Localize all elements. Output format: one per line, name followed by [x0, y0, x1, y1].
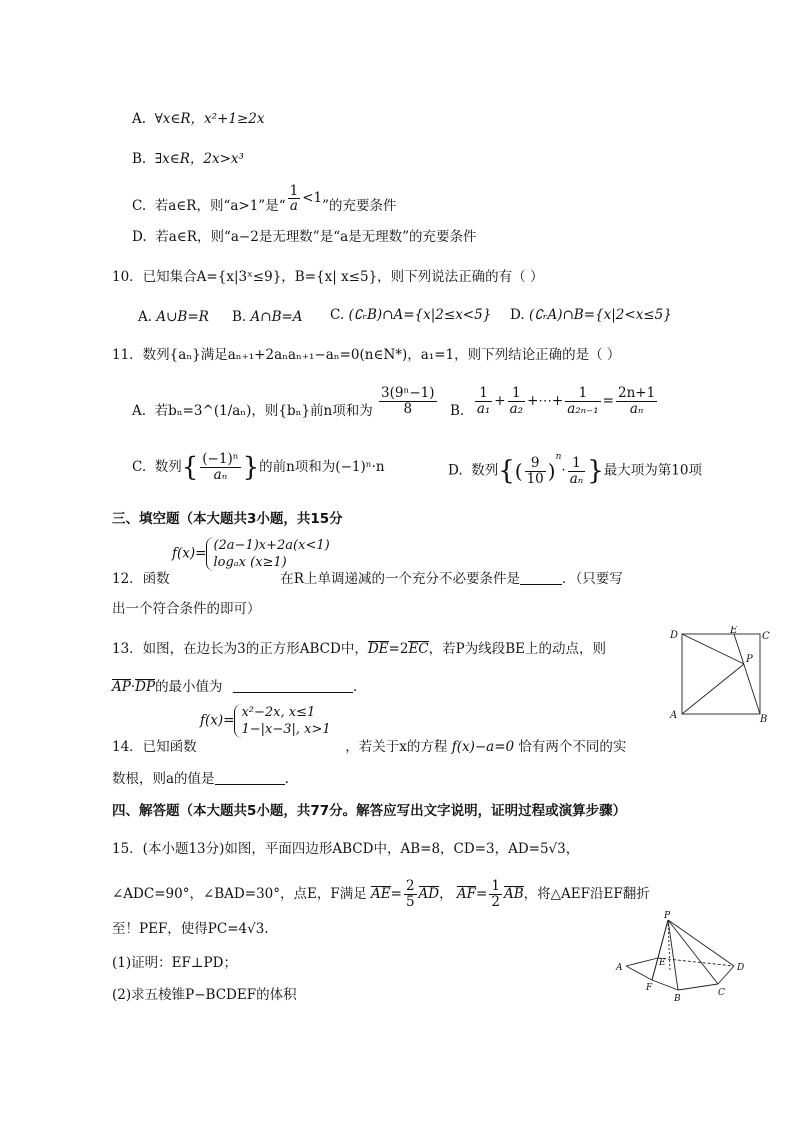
q11-option-b: B. $\frac{1}{\text{a₁}}$ + $\frac{1}{\text{a₂}}$ +⋯+ $\frac{1}{\text{a₂ₙ₋₁}}$ = $\frac{2n+1}{\text{aₙ}}$ [450, 385, 656, 419]
q13-line2: AP·DP的最小值为 . [112, 679, 358, 695]
q9-c-fraction: $\frac{1}{a}$ [289, 183, 299, 214]
q10-stem: 10．已知集合A={x|3ˣ≤9}，B={x| x≤5}，则下列说法正确的有（ ） [112, 269, 544, 285]
segment-bc [678, 984, 718, 990]
q10-option-d: D. (∁ᵣA)∩B={x|2<x≤5} [510, 307, 672, 323]
segment-pd [668, 920, 734, 966]
q11-option-c: C. 数列{ $\frac{\text{(−1)ⁿ}}{\text{aₙ}}$ }的前n项和为(−1)ⁿ·n [132, 451, 385, 483]
q14-answer-blank[interactable] [215, 770, 285, 785]
q12-function-def: f(x)= (2a−1)x+2a(x<1) logₐx (x≥1) [172, 538, 330, 570]
label-b: B [674, 994, 681, 1004]
segment-ap [682, 664, 744, 714]
label-d: D [737, 963, 745, 973]
q12-text: 12．函数 在R上单调递减的一个充分不必要条件是 ．（只要写 [112, 571, 623, 587]
q15-line2: ∠ADC=90°，∠BAD=30°，点E，F满足 AE= $\frac{2}{5}$ AD， AF= $\frac{1}{2}$ AB，将△AEF沿EF翻折 [112, 878, 650, 910]
segment-af [626, 966, 652, 980]
label-p: P [664, 911, 671, 921]
q14-function-def: f(x)= x²−2x, x≤1 1−|x−3|, x>1 [200, 705, 331, 737]
q11-option-a: A. 若bₙ=3^(1/aₙ)，则{bₙ}前n项和为 $\frac{\text{3(9ⁿ−1)}}{8}$ [132, 385, 435, 419]
q11-a-fraction: $\frac{\text{3(9ⁿ−1)}}{8}$ [381, 385, 435, 417]
label-b: B [760, 714, 768, 725]
label-f: F [646, 983, 653, 993]
q13-answer-blank[interactable] [233, 678, 353, 693]
q15-figure [612, 910, 762, 1006]
segment-fb [652, 980, 678, 990]
label-c: C [762, 631, 770, 642]
square-abcd [682, 634, 760, 714]
segment-pf [652, 920, 668, 980]
q15-line1: 15．(本小题13分)如图，平面四边形ABCD中，AB=8，CD=3，AD=5√3， [112, 841, 580, 857]
label-p: P [746, 654, 753, 665]
label-a: A [670, 710, 678, 721]
q10-option-b: B. A∩B=A [232, 309, 303, 325]
q9-option-a: A. ∀x∈R，x²+1≥2x [132, 111, 265, 127]
q9-option-c: C. 若a∈R，则“a>1”是“ $\frac{1}{a}$ <1”的充要条件 [132, 183, 397, 214]
q9-option-b: B. ∃x∈R，2x>x³ [132, 151, 244, 167]
q15-line3: 至！PEF，使得PC=4√3. [112, 921, 269, 937]
q11-option-d: D. 数列{( $\frac{9}{10}$ )$^n$· $\frac{1}{\text{aₙ}}$ }最大项为第10项 [448, 452, 702, 487]
q14-text-line2: 数根，则a的值是 . [112, 771, 289, 787]
q9-option-d: D. 若a∈R，则“a−2是无理数”是“a是无理数”的充要条件 [132, 229, 477, 245]
segment-ae [626, 958, 658, 966]
q13-figure [668, 626, 778, 726]
q10-option-c: C. (∁ᵣB)∩A={x|2≤x<5} [330, 307, 492, 323]
section-4-title: 四、解答题（本大题共5小题，共77分。解答应写出文字说明，证明过程或演算步骤） [112, 803, 627, 819]
q13-line1: 13．如图，在边长为3的正方形ABCD中，DE=2EC，若P为线段BE上的动点，则 [112, 641, 606, 657]
q12-answer-blank[interactable] [520, 570, 562, 585]
q14-text: 14．已知函数 ，若关于x的方程 f(x)−a=0 恰有两个不同的实 [112, 739, 627, 755]
q10-option-a: A. A∪B=R [138, 309, 209, 325]
q15-part2: (2)求五棱锥P−BCDEF的体积 [112, 987, 297, 1003]
q11-stem: 11．数列{aₙ}满足aₙ₊₁+2aₙaₙ₊₁−aₙ=0(n∈N*)，a₁=1，则下列结论正确的是（ ） [112, 347, 621, 363]
q12-text-line2: 出一个符合条件的即可） [112, 601, 261, 617]
section-3-title: 三、填空题（本大题共3小题，共15分 [112, 511, 343, 527]
segment-dp [682, 634, 744, 664]
q15-part1: (1)证明：EF⊥PD； [112, 955, 237, 971]
segment-be [734, 634, 760, 714]
segment-cd [718, 966, 734, 984]
label-c: C [718, 988, 725, 998]
label-a: A [616, 963, 623, 973]
label-d: D [670, 630, 679, 641]
label-e: E [659, 958, 666, 968]
label-e: E [730, 626, 738, 636]
